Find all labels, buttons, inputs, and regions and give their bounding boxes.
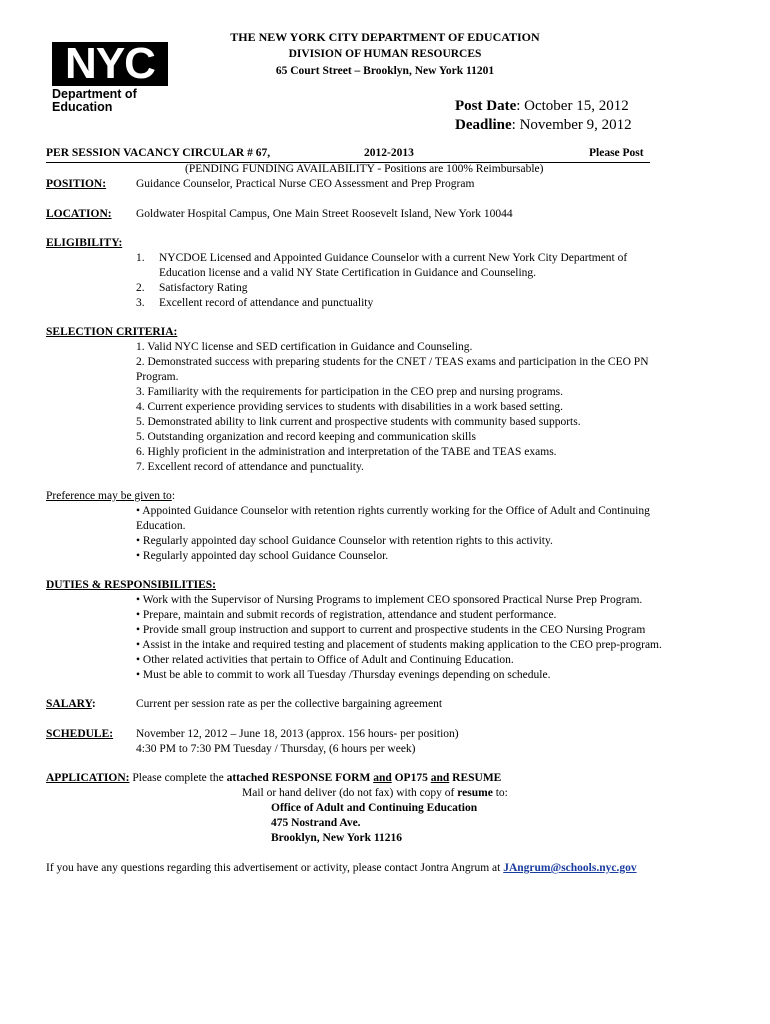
duties-line: • Work with the Supervisor of Nursing Programs to implement CEO sponsored Practical Nurse Prep Program. (136, 594, 643, 606)
header-title: THE NEW YORK CITY DEPARTMENT OF EDUCATION (230, 30, 540, 44)
preference-line: • Regularly appointed day school Guidance Counselor with retention rights to this activity. (136, 535, 553, 547)
header-division: DIVISION OF HUMAN RESOURCES (288, 48, 482, 60)
eligibility-num-3: 3. (136, 297, 145, 309)
eligibility-num-2: 2. (136, 282, 145, 294)
selection-line: 6. Highly proficient in the administration and interpretation of the TABE and TEAS exams. (136, 446, 557, 458)
circular-year: 2012-2013 (364, 147, 414, 159)
eligibility-num-1: 1. (136, 252, 145, 264)
duties-line: • Prepare, maintain and submit records of registration, attendance and student performance. (136, 609, 557, 621)
address-street: 475 Nostrand Ave. (271, 817, 361, 829)
deadline: Deadline: November 9, 2012 (455, 117, 632, 133)
duties-line: • Must be able to commit to work all Tuesday /Thursday evenings depending on schedule. (136, 669, 551, 681)
nyc-doe-logo (52, 39, 170, 116)
schedule-hours: 4:30 PM to 7:30 PM Tuesday / Thursday, (6 hours per week) (136, 743, 416, 755)
selection-line: 2. Demonstrated success with preparing students for the CNET / TEAS exams and participation in the CEO PN (136, 356, 649, 368)
location-value: Goldwater Hospital Campus, One Main Street Roosevelt Island, New York 10044 (136, 208, 513, 220)
application-line: APPLICATION: Please complete the attached RESPONSE FORM and OP175 and RESUME (46, 772, 502, 784)
eligibility-item-1-line-1: NYCDOE Licensed and Appointed Guidance Counselor with a current New York City Department of (159, 252, 628, 264)
mail-instruction: Mail or hand deliver (do not fax) with copy of resume to: (242, 787, 508, 799)
selection-line: Program. (136, 371, 179, 383)
eligibility-label: ELIGIBILITY: (46, 237, 123, 249)
logo-line-2: Education (52, 100, 113, 114)
eligibility-item-2: Satisfactory Rating (159, 282, 248, 294)
preference-line: • Appointed Guidance Counselor with retention rights currently working for the Office of Adult and Continuing (136, 505, 650, 517)
eligibility-item-3: Excellent record of attendance and punctuality (159, 297, 374, 309)
salary-value: Current per session rate as per the collective bargaining agreement (136, 698, 443, 710)
address-office: Office of Adult and Continuing Education (271, 802, 478, 814)
logo-text (52, 88, 137, 114)
duties-line: • Other related activities that pertain to Office of Adult and Continuing Education. (136, 654, 514, 666)
selection-criteria-label: SELECTION CRITERIA: (46, 326, 178, 338)
selection-line: 5. Demonstrated ability to link current and prospective students with community based supports. (136, 416, 581, 428)
selection-line: 4. Current experience providing services to students with disabilities in a work based setting. (136, 401, 564, 413)
post-date: Post Date: October 15, 2012 (455, 98, 629, 114)
preference-label: Preference may be given to: (46, 490, 176, 502)
address-city: Brooklyn, New York 11216 (271, 832, 402, 844)
circular-title: PER SESSION VACANCY CIRCULAR # 67, (46, 147, 271, 159)
salary-label: SALARY: (46, 698, 96, 710)
position-label: POSITION: (46, 178, 107, 190)
schedule-label: SCHEDULE: (46, 728, 114, 740)
selection-line: 7. Excellent record of attendance and punctuality. (136, 461, 364, 473)
duties-label: DUTIES & RESPONSIBILITIES: (46, 579, 217, 591)
location-label: LOCATION: (46, 208, 112, 220)
nyc-logo-mark: NYC (52, 42, 168, 86)
selection-line: 3. Familiarity with the requirements for participation in the CEO prep and nursing programs. (136, 386, 563, 398)
preference-line: Education. (136, 520, 186, 532)
duties-line: • Assist in the intake and required testing and placement of students making application to the CEO prep-program. (136, 639, 662, 651)
header-address: 65 Court Street – Brooklyn, New York 11201 (275, 65, 495, 77)
pending-funding-note: (PENDING FUNDING AVAILABILITY - Positions are 100% Reimbursable) (185, 163, 544, 175)
selection-line: 5. Outstanding organization and record keeping and communication skills (136, 431, 476, 443)
eligibility-item-1-line-2: Education license and a valid NY State Certification in Guidance and Counseling. (159, 267, 537, 279)
contact-email-link[interactable]: JAngrum@schools.nyc.gov (503, 862, 637, 874)
preference-line: • Regularly appointed day school Guidance Counselor. (136, 550, 389, 562)
dates-block (455, 97, 632, 135)
selection-line: 1. Valid NYC license and SED certification in Guidance and Counseling. (136, 341, 473, 353)
schedule-dates: November 12, 2012 – June 18, 2013 (approx. 156 hours- per position) (136, 728, 459, 740)
position-value: Guidance Counselor, Practical Nurse CEO Assessment and Prep Program (136, 178, 475, 190)
contact-line: If you have any questions regarding this advertisement or activity, please contact Jontra Angrum at JAngrum@schools.nyc.gov (46, 862, 637, 874)
circular-title-line (46, 147, 650, 163)
duties-line: • Provide small group instruction and support to current and prospective students in the CEO Nursing Program (136, 624, 646, 636)
please-post: Please Post (589, 147, 644, 159)
logo-line-1: Department of (52, 87, 137, 101)
